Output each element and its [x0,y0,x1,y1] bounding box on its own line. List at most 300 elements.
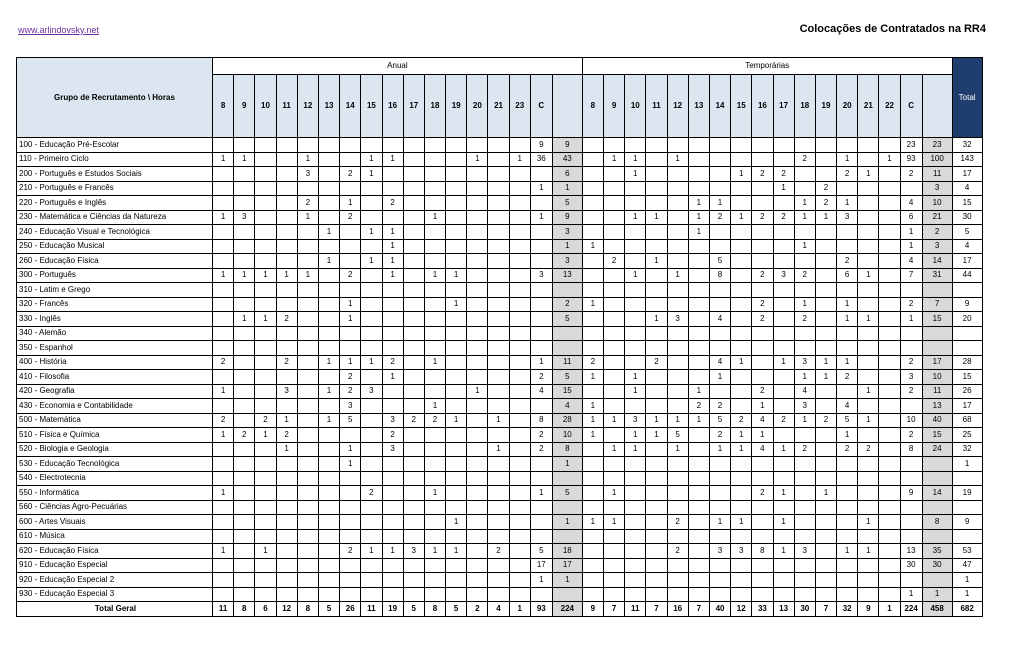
anual-cell: 1 [446,297,467,312]
temp-cell [815,268,836,283]
anual-cell [467,428,488,443]
temp-cell: 2 [646,355,667,370]
anual-cell [318,297,339,312]
anual-cell [361,442,382,457]
anual-cell [213,500,234,515]
anual-cell [318,268,339,283]
temp-cell: 1 [773,515,794,530]
temp-cell: 1 [794,196,815,211]
anual-cell: 6 [255,602,276,617]
temp-cell: 2 [837,167,858,182]
anual-cell [403,312,424,327]
temp-cell [688,471,709,486]
anual-cell [318,587,339,602]
temp-cell: 93 [900,152,922,167]
anual-cell [234,442,255,457]
anual-cell [467,225,488,240]
anual-cell [446,486,467,501]
row-label: 540 - Electrotecnia [17,471,213,486]
temp-cell: 2 [709,399,730,414]
anual-cell [403,326,424,341]
anual-cell [467,500,488,515]
anual-cell [509,254,530,269]
anual-cell [509,225,530,240]
anual-cell [276,529,297,544]
anual-cell [467,457,488,472]
anual-cell [318,312,339,327]
temp-cell [688,268,709,283]
temp-cell [667,326,688,341]
anual-cell [424,442,445,457]
table-row [17,515,983,530]
anual-hour-header: 11 [276,75,297,138]
temp-cell: 1 [837,544,858,559]
anual-cell [276,587,297,602]
anual-cell [530,326,552,341]
temp-cell [582,326,603,341]
temp-cell [582,254,603,269]
temp-cell: 2 [815,181,836,196]
anual-cell [552,529,582,544]
temp-cell [709,587,730,602]
anual-cell [446,152,467,167]
anual-cell: 1 [297,152,318,167]
anual-cell [403,457,424,472]
anual-cell [297,500,318,515]
anual-cell [509,413,530,428]
anual-cell [382,384,403,399]
total-cell: 143 [952,152,982,167]
anual-cell: 5 [530,544,552,559]
anual-cell [424,196,445,211]
temp-cell: 3 [709,544,730,559]
anual-cell [234,138,255,153]
anual-cell [213,326,234,341]
temp-cell [582,529,603,544]
temp-cell: 1 [582,399,603,414]
anual-cell: 93 [530,602,552,617]
anual-cell [234,486,255,501]
anual-cell [361,515,382,530]
anual-cell: 2 [340,210,361,225]
anual-cell [446,254,467,269]
anual-cell [318,500,339,515]
temp-cell [709,239,730,254]
anual-cell [255,573,276,588]
temp-cell [815,152,836,167]
temp-cell [858,399,879,414]
temp-cell [667,486,688,501]
temp-cell [731,181,752,196]
temp-cell [858,471,879,486]
temp-cell: 1 [837,428,858,443]
anual-hour-header: 14 [340,75,361,138]
anual-cell [467,355,488,370]
total-cell [952,471,982,486]
anual-cell [530,399,552,414]
temp-cell [604,297,625,312]
total-cell: 32 [952,442,982,457]
anual-cell [213,297,234,312]
temp-cell [646,442,667,457]
anual-cell [213,529,234,544]
temp-cell: 1 [709,370,730,385]
anual-cell [297,138,318,153]
anual-cell [297,283,318,298]
temp-cell [667,471,688,486]
temp-cell [604,312,625,327]
anual-cell: 8 [297,602,318,617]
anual-cell: 18 [552,544,582,559]
temp-cell [794,181,815,196]
anual-cell [361,283,382,298]
anual-cell [340,341,361,356]
row-label: 620 - Educação Física [17,544,213,559]
anual-cell [424,283,445,298]
anual-cell: 1 [276,442,297,457]
temp-cell [773,428,794,443]
temp-cell [688,326,709,341]
anual-cell: 2 [382,196,403,211]
temp-cell [879,283,900,298]
anual-cell [552,283,582,298]
temp-cell [858,225,879,240]
anual-cell: 3 [382,413,403,428]
anual-cell [361,558,382,573]
temp-cell [646,384,667,399]
anual-cell [488,587,509,602]
temp-cell [794,167,815,182]
anual-cell [297,326,318,341]
temp-cell: 4 [752,442,773,457]
anual-cell [234,283,255,298]
anual-cell [255,341,276,356]
anual-cell: 2 [297,196,318,211]
temp-cell [837,558,858,573]
temp-cell [773,138,794,153]
anual-cell [234,558,255,573]
temp-cell: 2 [604,254,625,269]
row-label: 250 - Educação Musical [17,239,213,254]
temp-cell [604,181,625,196]
row-label: 400 - História [17,355,213,370]
temp-cell [858,587,879,602]
temp-cell [773,239,794,254]
temp-cell [794,341,815,356]
anual-cell: 2 [530,442,552,457]
anual-cell: 2 [276,428,297,443]
temp-cell: 3 [731,544,752,559]
anual-cell [276,515,297,530]
temp-cell [858,239,879,254]
anual-cell [403,500,424,515]
anual-cell [530,457,552,472]
anual-cell [467,558,488,573]
temp-cell [731,486,752,501]
anual-cell [552,500,582,515]
temp-cell [646,283,667,298]
anual-cell [382,326,403,341]
anual-cell [530,471,552,486]
temp-cell [582,544,603,559]
anual-cell [424,370,445,385]
anual-cell [276,196,297,211]
anual-cell [488,152,509,167]
temp-cell [688,312,709,327]
temp-cell [646,587,667,602]
temp-cell [604,558,625,573]
anual-cell [213,399,234,414]
temp-cell [688,152,709,167]
anual-cell: 2 [276,312,297,327]
temp-cell [731,587,752,602]
temp-cell [858,326,879,341]
temp-cell [752,457,773,472]
anual-cell: 4 [488,602,509,617]
temp-cell: 2 [837,254,858,269]
temp-cell: 1 [604,413,625,428]
anual-cell [424,312,445,327]
temp-cell [752,355,773,370]
temp-cell [709,558,730,573]
anual-cell [234,181,255,196]
row-label: 340 - Alemão [17,326,213,341]
table-row [17,457,983,472]
anual-cell: 1 [297,210,318,225]
temp-cell [582,312,603,327]
anual-cell [276,138,297,153]
temp-cell: 40 [709,602,730,617]
temp-cell: 1 [858,268,879,283]
anual-cell [297,428,318,443]
anual-cell [255,384,276,399]
anual-cell: 1 [382,254,403,269]
anual-hour-header: C [530,75,552,138]
anual-cell: 1 [340,312,361,327]
temp-cell [752,152,773,167]
anual-cell [234,515,255,530]
anual-cell [467,341,488,356]
anual-cell: 1 [446,268,467,283]
row-label: 510 - Física e Química [17,428,213,443]
temp-cell [773,341,794,356]
temp-cell [794,587,815,602]
total-cell: 28 [952,355,982,370]
anual-cell [382,587,403,602]
anual-cell [340,181,361,196]
anual-cell [361,196,382,211]
temp-cell: 1 [773,544,794,559]
anual-cell [488,268,509,283]
temp-cell: 1 [858,413,879,428]
anual-cell: 11 [213,602,234,617]
anual-cell [361,471,382,486]
temp-cell [625,515,646,530]
temp-cell [773,283,794,298]
temp-cell [922,283,952,298]
temp-cell: 3 [794,544,815,559]
temp-cell [752,558,773,573]
anual-cell [467,515,488,530]
temp-cell: 1 [731,428,752,443]
anual-cell [382,138,403,153]
temp-cell [879,384,900,399]
temp-cell: 1 [625,210,646,225]
temp-cell [879,239,900,254]
temp-cell: 7 [922,297,952,312]
anual-cell [467,196,488,211]
anual-cell: 2 [255,413,276,428]
total-cell: 15 [952,370,982,385]
temp-cell: 15 [922,428,952,443]
temp-cell: 1 [625,384,646,399]
temp-cell: 2 [858,442,879,457]
site-link[interactable]: www.arlindovsky.net [18,25,99,35]
temp-cell [625,558,646,573]
anual-cell [530,225,552,240]
temp-cell [879,544,900,559]
anual-cell [213,283,234,298]
temp-cell [709,181,730,196]
temp-cell [815,457,836,472]
anual-cell [446,442,467,457]
temp-cell [752,573,773,588]
temp-cell [815,326,836,341]
temp-cell [709,573,730,588]
table-row [17,268,983,283]
anual-cell [509,471,530,486]
anual-cell [403,181,424,196]
temp-cell [625,341,646,356]
total-cell: 44 [952,268,982,283]
anual-cell [361,529,382,544]
page-title: Colocações de Contratados na RR4 [799,23,986,35]
anual-cell [509,384,530,399]
anual-cell [488,558,509,573]
anual-cell [467,239,488,254]
anual-cell: 1 [446,544,467,559]
temp-cell [625,500,646,515]
anual-cell [446,471,467,486]
temp-cell [752,471,773,486]
temp-cell [837,515,858,530]
row-label: 930 - Educação Especial 3 [17,587,213,602]
anual-cell: 1 [424,210,445,225]
anual-cell [552,587,582,602]
anual-cell: 1 [382,152,403,167]
temp-hour-header: 15 [731,75,752,138]
temp-cell [731,471,752,486]
temp-cell: 8 [752,544,773,559]
temp-cell [625,529,646,544]
temp-cell [858,370,879,385]
temp-cell [646,196,667,211]
temp-cell [646,500,667,515]
anual-cell [318,152,339,167]
temp-cell [625,254,646,269]
anual-cell: 2 [530,428,552,443]
anual-cell [446,225,467,240]
temp-cell: 2 [900,428,922,443]
temp-cell [815,167,836,182]
anual-cell [361,413,382,428]
temp-cell [688,442,709,457]
anual-cell: 2 [213,355,234,370]
anual-cell [530,515,552,530]
anual-cell [403,529,424,544]
anual-cell [255,399,276,414]
table-row [17,210,983,225]
anual-cell [318,486,339,501]
anual-cell: 1 [382,239,403,254]
temp-cell: 2 [709,428,730,443]
temp-cell [858,341,879,356]
anual-cell: 1 [361,254,382,269]
temp-cell: 1 [879,152,900,167]
anual-cell: 8 [530,413,552,428]
temp-cell [752,515,773,530]
temp-cell [879,341,900,356]
temp-cell: 1 [688,384,709,399]
temp-cell [837,587,858,602]
temp-cell: 1 [837,355,858,370]
temp-cell [879,167,900,182]
anual-cell [297,529,318,544]
anual-cell: 3 [361,384,382,399]
anual-cell: 1 [530,355,552,370]
temp-cell: 31 [922,268,952,283]
temp-cell: 2 [752,297,773,312]
anual-cell [234,471,255,486]
temp-cell: 1 [688,196,709,211]
anual-cell [361,181,382,196]
temp-cell: 1 [604,442,625,457]
temp-hour-header: 19 [815,75,836,138]
total-cell: 15 [952,196,982,211]
temp-cell [837,326,858,341]
anual-cell [488,573,509,588]
temp-cell: 4 [900,196,922,211]
anual-cell [488,181,509,196]
row-label: 240 - Educação Visual e Tecnológica [17,225,213,240]
temp-cell: 1 [900,225,922,240]
anual-cell [255,587,276,602]
table-row [17,544,983,559]
anual-cell [488,326,509,341]
temp-cell: 23 [900,138,922,153]
anual-cell [255,152,276,167]
temp-cell [837,341,858,356]
anual-cell [318,573,339,588]
temp-cell [858,138,879,153]
table-row [17,529,983,544]
temp-cell: 2 [582,355,603,370]
anual-cell [318,515,339,530]
temp-cell [582,181,603,196]
temp-cell: 2 [752,486,773,501]
temp-cell: 1 [582,413,603,428]
temp-cell [773,297,794,312]
temp-cell [731,529,752,544]
temp-cell: 1 [688,210,709,225]
temp-cell [625,544,646,559]
temp-cell [604,210,625,225]
total-cell [952,326,982,341]
temp-cell [879,254,900,269]
temp-cell [604,471,625,486]
anual-cell: 2 [552,297,582,312]
anual-cell: 12 [276,602,297,617]
